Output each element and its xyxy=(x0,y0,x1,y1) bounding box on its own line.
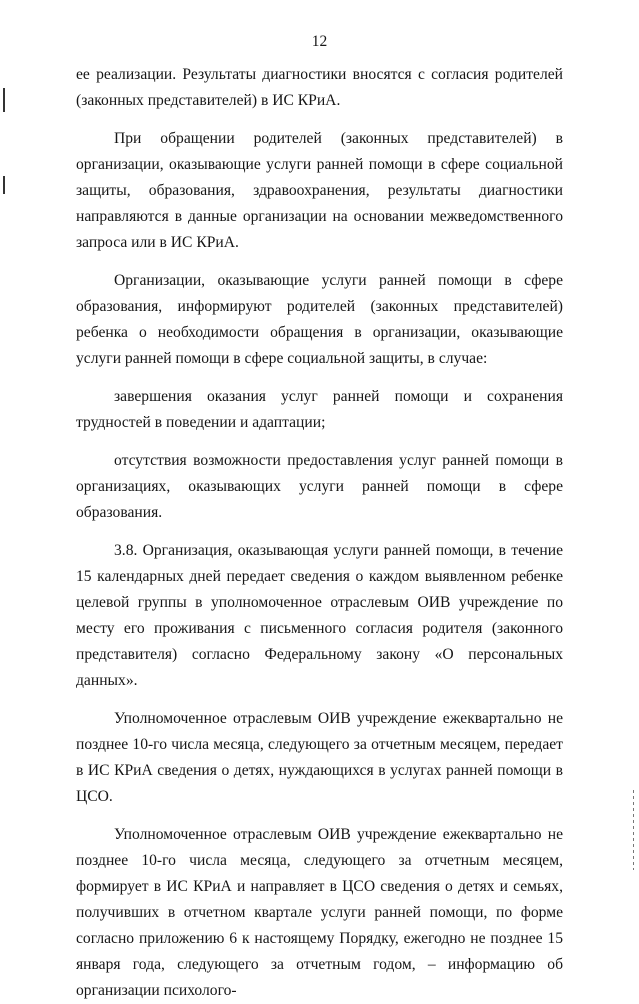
paragraph-2: При обращении родителей (законных представителей) в организации, оказывающие услуги ранней помощи в сфере социальной защиты, образования, здравоохранения, результаты диагностики направляются в данные организации на основании межведомственного запроса или в ИС КРиА. xyxy=(76,130,563,251)
paragraph-6: 3.8. Организация, оказывающая услуги ранней помощи, в течение 15 календарных дней передает сведения о каждом выявленном ребенке целевой группы в уполномоченное отраслевым ОИВ учреждение по месту его проживания с письменного согласия родителя (законного представителя) согласно Федеральному закону «О персональных данных». xyxy=(76,542,563,689)
paragraph-8: Уполномоченное отраслевым ОИВ учреждение ежеквартально не позднее 10-го числа месяца, следующего за отчетным месяцем, формирует в ИС КРиА и направляет в ЦСО сведения о детях и семьях, получивших в отчетном квартале услуги ранней помощи, по форме согласно приложению 6 к настоящему Порядку, ежегодно не позднее 15 января года, следующего за отчетным годом, – информацию об организации психолого- xyxy=(76,826,563,999)
document-body xyxy=(76,62,563,1004)
paragraph-3: Организации, оказывающие услуги ранней помощи в сфере образования, информируют родителей (законных представителей) ребенка о необходимости обращения в организации, оказывающие услуги ранней помощи в сфере социальной защиты, в случае: xyxy=(76,272,563,367)
paragraph-7: Уполномоченное отраслевым ОИВ учреждение ежеквартально не позднее 10-го числа месяца, следующего за отчетным месяцем, передает в ИС КРиА сведения о детях, нуждающихся в услугах ранней помощи в ЦСО. xyxy=(76,710,563,805)
paragraph-5: отсутствия возможности предоставления услуг ранней помощи в организациях, оказывающих услуги ранней помощи в сфере образования. xyxy=(76,452,563,521)
left-margin-mark-bottom xyxy=(3,176,5,194)
paragraph-1: ее реализации. Результаты диагностики вносятся с согласия родителей (законных представителей) в ИС КРиА. xyxy=(76,66,563,109)
right-margin-dash-mark xyxy=(633,790,634,870)
left-margin-mark-top xyxy=(3,88,5,112)
paragraph-4: завершения оказания услуг ранней помощи и сохранения трудностей в поведении и адаптации; xyxy=(76,388,563,431)
page-number: 12 xyxy=(311,33,328,50)
